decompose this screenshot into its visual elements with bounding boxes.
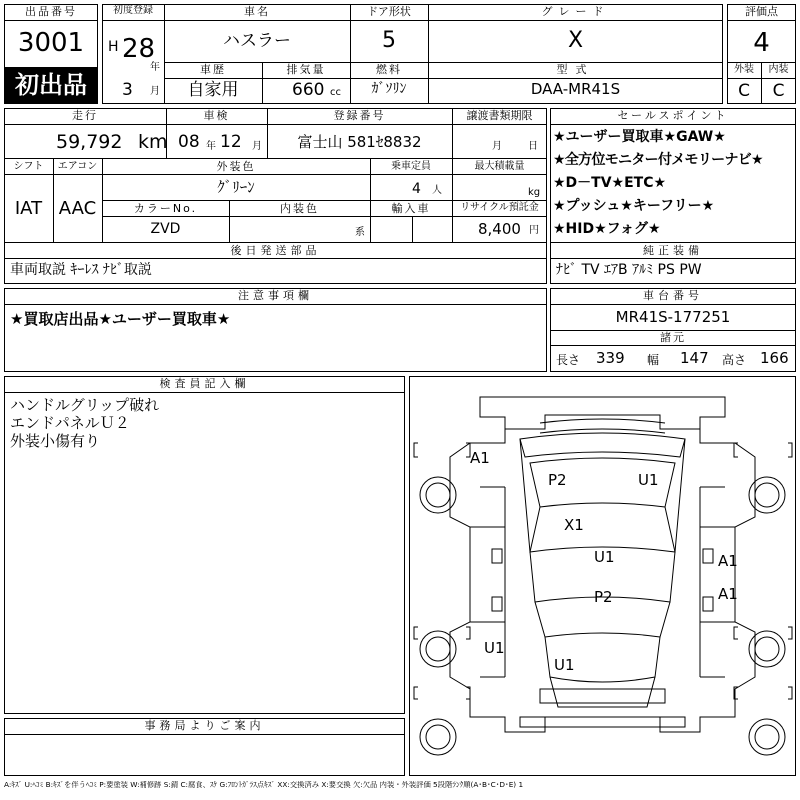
max-load-unit: kg (528, 187, 541, 198)
damage-diagram (409, 376, 796, 776)
int-color-label: 内装色 (280, 202, 319, 215)
notes-label: 注意事項欄 (238, 289, 313, 302)
inspector-line-2: エンドパネルＵ２ (10, 414, 130, 432)
chassis-label: 車台番号 (643, 289, 703, 302)
wheel-front-right (749, 477, 785, 513)
grade-label: グレード (541, 5, 610, 18)
import-label: 輸入車 (391, 202, 431, 215)
capacity-value: 4 (412, 181, 421, 197)
wheel-front-left (420, 477, 456, 513)
car-name-label: 車名 (244, 5, 270, 18)
notes-value: ★買取店出品★ユーザー買取車★ (10, 310, 231, 328)
later-parts-label: 後日発送部品 (230, 244, 321, 257)
later-parts-value: 車両取説 ｷｰﾚｽ ﾅﾋﾞ取説 (10, 262, 152, 278)
grade-value: X (567, 28, 584, 53)
damage-mark-8: P2 (594, 588, 613, 606)
sales-points-label: セールスポイント (617, 109, 729, 122)
wheel-rear-right (749, 631, 785, 667)
damage-mark-6: A1 (718, 552, 738, 570)
mileage-label: 走行 (72, 109, 98, 122)
capacity-label: 乗車定員 (391, 161, 431, 172)
inspector-line-1: ハンドルグリップ破れ (10, 396, 160, 414)
damage-mark-7: A1 (718, 585, 738, 603)
lot-number: 3001 (17, 28, 85, 58)
length-value: 339 (596, 349, 625, 367)
plate-value: 富士山 581ｾ8832 (297, 133, 422, 151)
first-reg-era: H (108, 39, 119, 55)
displacement-unit: cc (330, 87, 341, 98)
sales-point-4: ★プッシュ★キーフリー★ (553, 198, 715, 214)
rating-score: 4 (753, 28, 770, 58)
transfer-day-unit: 日 (528, 141, 538, 152)
displacement-value: 660 (292, 80, 325, 100)
first-reg-month: 3 (122, 80, 133, 100)
sales-point-5: ★HID★フォグ★ (553, 221, 661, 237)
wheel-spare (420, 719, 456, 755)
aircon-label: エアコン (57, 161, 98, 172)
damage-mark-10: U1 (554, 656, 575, 674)
sales-point-2: ★全方位モニター付メモリーナビ★ (553, 152, 763, 168)
inspector-line-3: 外装小傷有り (10, 432, 101, 450)
displacement-label: 排気量 (286, 63, 326, 76)
interior-label: 内装 (768, 64, 789, 75)
damage-mark-4: X1 (564, 516, 584, 534)
interior-grade: C (772, 81, 785, 101)
aircon-value: AAC (58, 198, 97, 219)
first-reg-month-unit: 月 (150, 86, 160, 97)
recycle-label: リサイクル預託金 (460, 202, 539, 213)
width-value: 147 (680, 349, 709, 367)
fuel-label: 燃料 (376, 63, 402, 76)
damage-mark-9: U1 (484, 639, 505, 657)
first-listing-badge: 初出品 (5, 67, 97, 103)
mileage-value: 59,792 (56, 131, 123, 153)
equipment-value: ﾅﾋﾞ TV ｴｱB ｱﾙﾐ PS PW (556, 262, 702, 278)
shift-value: IAT (14, 198, 43, 219)
ext-color-value: ｸﾞﾘｰﾝ (217, 178, 255, 196)
car-name: ハスラー (223, 31, 291, 51)
length-label: 長さ (556, 353, 581, 367)
sales-point-1: ★ユーザー買取車★GAW★ (553, 129, 726, 145)
mileage-unit: km (138, 131, 168, 153)
sales-point-3: ★D－TV★ETC★ (553, 175, 667, 191)
model-label: 型式 (556, 63, 595, 76)
history-value: 自家用 (187, 80, 239, 100)
exterior-label: 外装 (734, 64, 754, 75)
door-label: ドア形状 (367, 5, 411, 18)
height-label: 高さ (722, 353, 747, 367)
inspection-month: 12 (220, 132, 242, 152)
door-value: 5 (382, 28, 396, 53)
transfer-label: 譲渡書類期限 (466, 109, 533, 122)
fuel-value: ｶﾞｿﾘﾝ (371, 81, 407, 97)
rating-label: 評価点 (745, 5, 778, 18)
plate-label: 登録番号 (333, 109, 386, 122)
lot-number-label: 出品番号 (25, 5, 77, 18)
wheel-rear-left (420, 631, 456, 667)
history-label: 車歴 (200, 63, 226, 76)
damage-mark-2: P2 (548, 471, 567, 489)
first-reg-year-unit: 年 (150, 62, 160, 73)
color-no-label: カラーNo. (133, 202, 198, 215)
shift-label: シフト (13, 161, 44, 172)
dims-label: 諸元 (660, 331, 686, 344)
damage-mark-5: U1 (594, 548, 615, 566)
exterior-grade: C (738, 81, 750, 101)
capacity-unit: 人 (432, 185, 442, 196)
inspection-year-unit: 年 (206, 141, 216, 152)
first-reg-label: 初度登録 (113, 5, 153, 16)
office-label: 事務局よりご案内 (144, 719, 265, 732)
first-reg-year: 28 (122, 34, 156, 64)
model-value: DAA-MR41S (530, 80, 621, 98)
equipment-label: 純正装備 (643, 244, 703, 257)
height-value: 166 (760, 349, 789, 367)
car-body-outline (480, 397, 725, 429)
legend-text: A:ｷｽﾞ U:ﾍｺﾐ B:ｷｽﾞを伴うﾍｺﾐ P:要塗装 W:補修跡 S:錆 C:腐食、ｽｹ G:ﾌﾛﾝﾄｶﾞﾗｽ点ｷｽﾞ XX:交換済み X:要交換 欠:欠品 内装・外装評価 5段階ﾗﾝｸ順(A･B･C･D･E) 1 (4, 781, 524, 789)
damage-mark-1: A1 (470, 449, 490, 467)
inspection-year: 08 (178, 132, 200, 152)
damage-mark-3: U1 (638, 471, 659, 489)
transfer-month-unit: 月 (492, 141, 502, 152)
inspector-label: 検査員記入欄 (159, 377, 250, 390)
max-load-label: 最大積載量 (474, 161, 525, 172)
width-label: 幅 (647, 353, 660, 367)
chassis-value: MR41S-177251 (615, 308, 731, 326)
inspection-month-unit: 月 (252, 141, 262, 152)
recycle-unit: 円 (529, 225, 539, 236)
color-no-value: ZVD (150, 221, 181, 237)
ext-color-label: 外装色 (216, 160, 256, 173)
inspection-label: 車検 (203, 109, 230, 122)
int-color-unit: 系 (355, 227, 365, 238)
recycle-value: 8,400 (478, 220, 521, 238)
